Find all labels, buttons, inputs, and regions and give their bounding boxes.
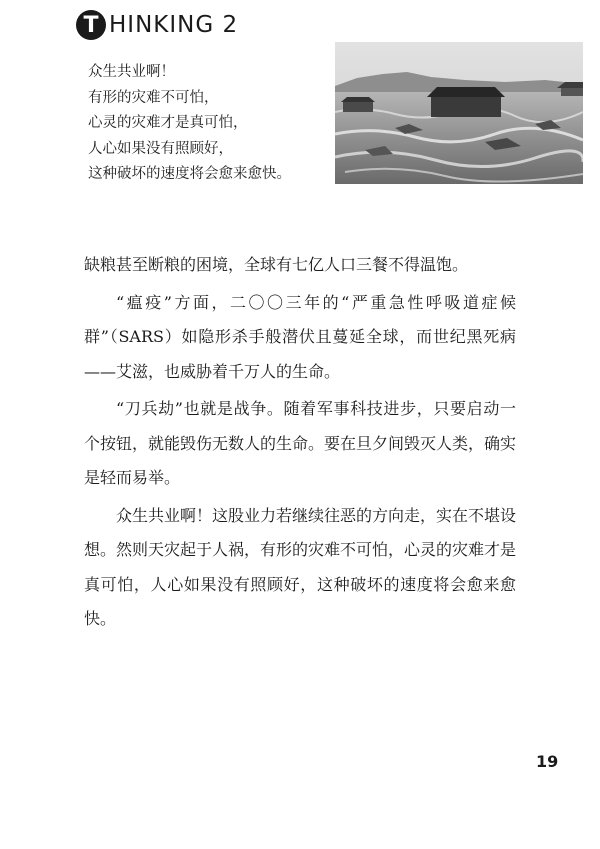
quote-line: 众生共业啊！ — [88, 64, 175, 80]
body-text — [84, 248, 516, 640]
chapter-title: HINKING 2 — [109, 12, 239, 38]
chapter-header — [76, 8, 238, 42]
paragraph: “瘟疫”方面，二〇〇三年的“严重急性呼吸道症候群”（SARS）如隐形杀手般潜伏且蔓延全球，而世纪黑死病——艾滋，也威胁着千万人的生命。 — [84, 292, 516, 381]
chapter-badge: T — [76, 10, 106, 40]
quote-line: 心灵的灾难才是真可怕， — [88, 115, 248, 131]
pull-quote — [88, 60, 328, 188]
quote-line: 有形的灾难不可怕， — [88, 89, 219, 106]
flood-photo — [335, 42, 583, 184]
paragraph: 众生共业啊！这股业力若继续往恶的方向走，实在不堪设想。然则天灾起于人祸，有形的灾难不可怕，心灵的灾难才是真可怕，人心如果没有照顾好，这种破坏的速度将会愈来愈快。 — [84, 505, 517, 628]
quote-line: 这种破坏的速度将会愈来愈快。 — [88, 166, 291, 182]
quote-line: 人心如果没有照顾好， — [88, 140, 233, 157]
paragraph: “刀兵劫”也就是战争。随着军事科技进步，只要启动一个按钮，就能毁伤无数人的生命。要在旦夕间毁灭人类，确实是轻而易举。 — [84, 399, 517, 487]
page-number: 19 — [536, 752, 559, 771]
paragraph: 缺粮甚至断粮的困境，全球有七亿人口三餐不得温饱。 — [84, 255, 469, 274]
